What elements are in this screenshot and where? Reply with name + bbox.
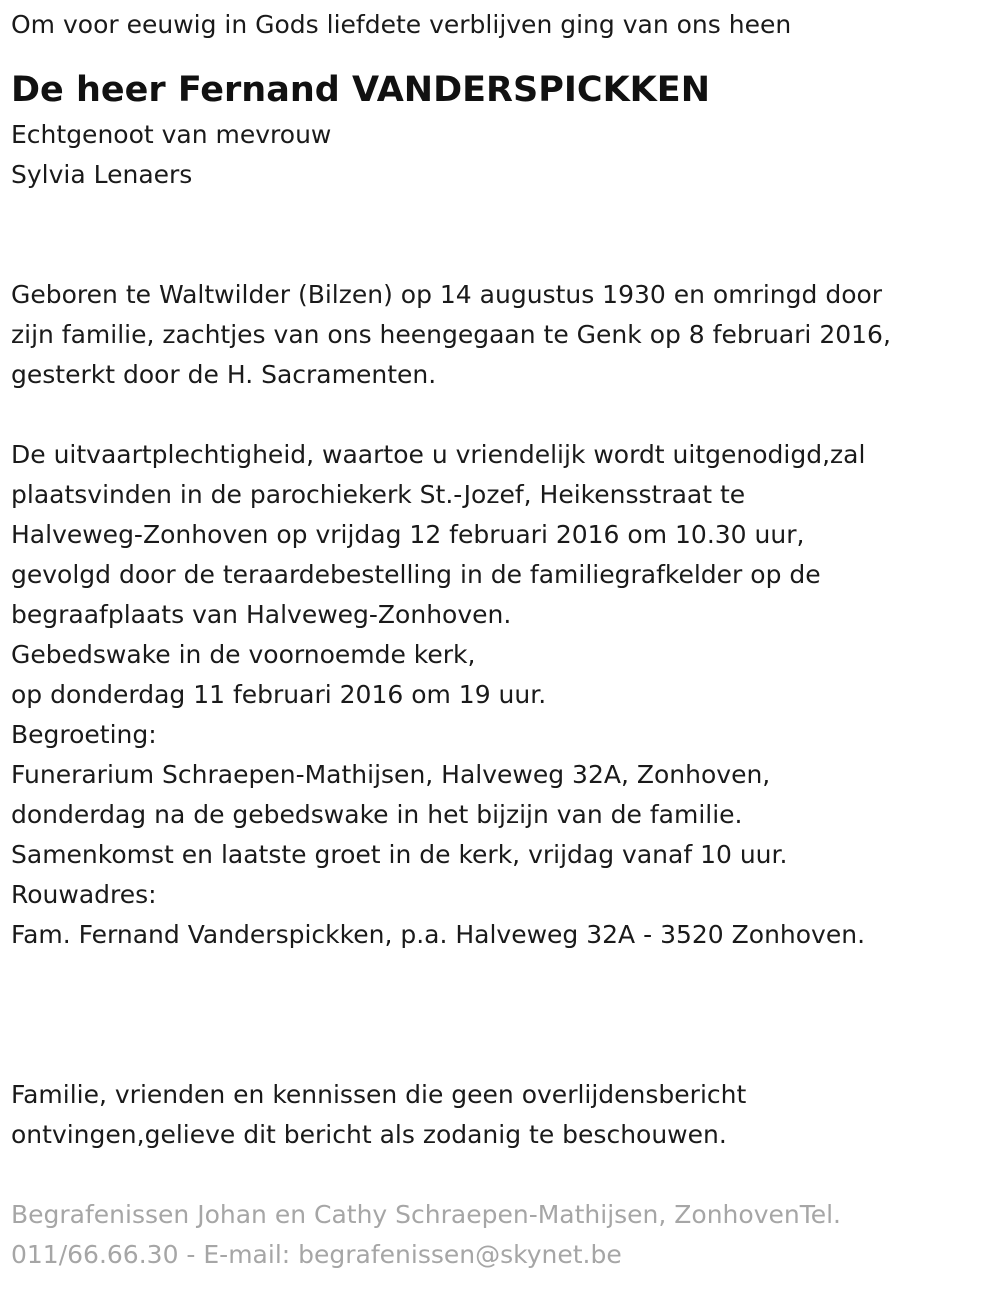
paragraph-line: zijn familie, zachtjes van ons heengegaan te Genk op 8 februari 2016, (11, 320, 891, 349)
paragraph-line: Familie, vrienden en kennissen die geen overlijdensbericht (11, 1080, 747, 1109)
greeting-line: donderdag na de gebedswake in het bijzijn van de familie. (11, 800, 743, 829)
paragraph-line: De uitvaartplechtigheid, waartoe u vriendelijk wordt uitgenodigd,zal (11, 440, 866, 469)
paragraph-line: ontvingen,gelieve dit bericht als zodanig te beschouwen. (11, 1120, 727, 1149)
footer-contact-line: 011/66.66.30 - E-mail: begrafenissen@skynet.be (11, 1240, 622, 1269)
intro-line: Om voor eeuwig in Gods liefdete verblijven ging van ons heen (11, 10, 792, 39)
paragraph-line: begraafplaats van Halveweg-Zonhoven. (11, 600, 512, 629)
closing-paragraph (11, 1075, 986, 1155)
spacer (11, 1155, 986, 1195)
paragraph-line: gesterkt door de H. Sacramenten. (11, 360, 437, 389)
funeral-home-footer (11, 1195, 986, 1275)
paragraph-line: Halveweg-Zonhoven op vrijdag 12 februari 2016 om 10.30 uur, (11, 520, 805, 549)
wake-line: Gebedswake in de voornoemde kerk, (11, 640, 476, 669)
greeting-line: Funerarium Schraepen-Mathijsen, Halveweg 32A, Zonhoven, (11, 760, 771, 789)
footer-line: Begrafenissen Johan en Cathy Schraepen-Mathijsen, ZonhovenTel. (11, 1200, 842, 1229)
mourning-address-heading: Rouwadres: (11, 880, 157, 909)
spacer (11, 195, 986, 275)
paragraph-line: Geboren te Waltwilder (Bilzen) op 14 augustus 1930 en omringd door (11, 280, 883, 309)
mourning-address-line: Fam. Fernand Vanderspickken, p.a. Halveweg 32A - 3520 Zonhoven. (11, 920, 866, 949)
spouse-block (11, 115, 986, 195)
paragraph-line: gevolgd door de teraardebestelling in de familiegrafkelder op de (11, 560, 821, 589)
wake-line: op donderdag 11 februari 2016 om 19 uur. (11, 680, 547, 709)
gathering-line: Samenkomst en laatste groet in de kerk, vrijdag vanaf 10 uur. (11, 840, 788, 869)
spouse-line: Echtgenoot van mevrouw (11, 120, 332, 149)
deceased-name: De heer Fernand VANDERSPICKKEN (11, 70, 711, 110)
spacer (11, 395, 986, 435)
paragraph-line: plaatsvinden in de parochiekerk St.-Jozef, Heikensstraat te (11, 480, 746, 509)
spouse-line: Sylvia Lenaers (11, 160, 193, 189)
obituary-notice (11, 0, 986, 1275)
spacer (11, 955, 986, 1075)
greeting-heading: Begroeting: (11, 720, 157, 749)
funeral-paragraph (11, 435, 986, 955)
birth-paragraph (11, 275, 986, 395)
